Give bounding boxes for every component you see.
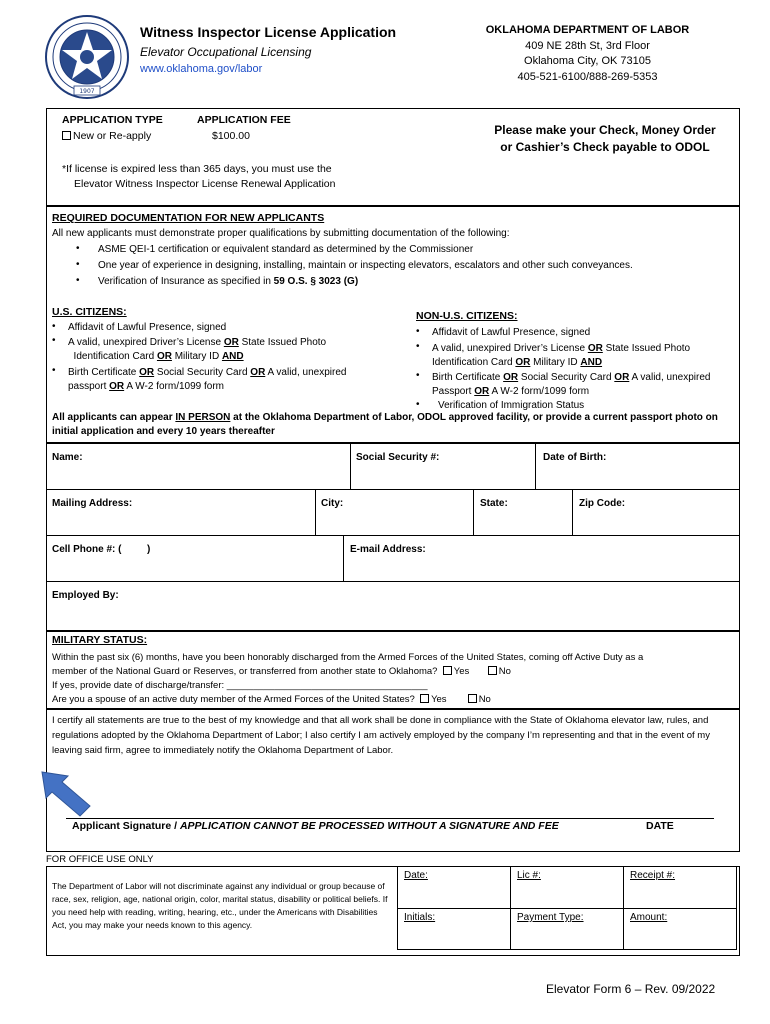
- department-address-line2: Oklahoma City, OK 73105: [524, 55, 651, 67]
- office-payment-type-field[interactable]: Payment Type:: [517, 912, 584, 923]
- us-item: A valid, unexpired Driver’s License OR State Issued Photo Identification Card OR Military ID AND: [68, 337, 327, 362]
- payable-line1: Please make your Check, Money Order: [494, 123, 716, 137]
- military-question-1b: member of the National Guard or Reserves, or transferred from another state to Oklahoma? Yes No: [52, 666, 511, 677]
- form-title: Witness Inspector License Application: [140, 24, 397, 40]
- required-item: ASME QEI-1 certification or equivalent standard as determined by the Commissioner: [98, 244, 474, 255]
- nondiscrimination-notice: The Department of Labor will not discriminate against any individual or group because of race, sex, religion, age, national origin, color, marital status, disability or political beliefs. If you need help with reading, writing, hearing, etc., under the Americans with Disabilities Act, you may make your needs known to this agency.: [52, 881, 388, 930]
- certification-statement: I certify all statements are true to the best of my knowledge and that all work shall be done in compliance with the State of Oklahoma elevator law, rules, and regulations adopted by the Oklahoma Department of Labor; I also certify I am actively employed by the company I’m representing and that in the event of my leaving said firm, agree to immediately notify the Oklahoma Department of Labor.: [52, 715, 710, 756]
- mailing-address-field[interactable]: Mailing Address:: [52, 498, 133, 509]
- form-subtitle: Elevator Occupational Licensing: [140, 45, 312, 59]
- military-question-1a: Within the past six (6) months, have you been honorably discharged from the Armed Forces of the United States, coming off Active Duty as a: [52, 652, 644, 663]
- signature-date-label: DATE: [646, 820, 674, 832]
- application-type-label: APPLICATION TYPE: [62, 114, 163, 126]
- bullet-icon: •: [76, 243, 80, 254]
- bullet-icon: •: [416, 341, 420, 352]
- applicant-info-box: [46, 443, 740, 631]
- renewal-note-line2: Elevator Witness Inspector License Renewal Application: [74, 178, 336, 190]
- cell-phone-paren: ): [147, 544, 151, 555]
- non-us-item: Affidavit of Lawful Presence, signed: [432, 327, 591, 338]
- department-phone: 405-521-6100/888-269-5353: [517, 71, 658, 83]
- spouse-yes-checkbox[interactable]: [420, 694, 429, 703]
- employed-by-field[interactable]: Employed By:: [52, 590, 119, 601]
- military-question-3: Are you a spouse of an active duty member of the Armed Forces of the United States? Yes No: [52, 694, 491, 705]
- non-us-item: Birth Certificate OR Social Security Card OR A valid, unexpired Passport OR A W-2 form/1099 form: [432, 372, 711, 397]
- cell-phone-field[interactable]: Cell Phone #: (: [52, 544, 122, 555]
- agency-website-link[interactable]: www.oklahoma.gov/labor: [140, 63, 263, 75]
- required-docs-heading: REQUIRED DOCUMENTATION FOR NEW APPLICANTS: [52, 212, 325, 224]
- non-us-item: Verification of Immigration Status: [438, 400, 585, 411]
- us-item: Affidavit of Lawful Presence, signed: [68, 322, 227, 333]
- office-initials-field[interactable]: Initials:: [404, 912, 436, 923]
- renewal-note-line1: *If license is expired less than 365 days, you must use the: [62, 163, 332, 175]
- office-lic-field[interactable]: Lic #:: [517, 870, 541, 881]
- spouse-no-checkbox[interactable]: [468, 694, 477, 703]
- bullet-icon: •: [76, 259, 80, 270]
- bullet-icon: •: [52, 321, 56, 332]
- signature-label: Applicant Signature / APPLICATION CANNOT BE PROCESSED WITHOUT A SIGNATURE AND FEE: [72, 820, 559, 832]
- new-or-reapply-checkbox[interactable]: [62, 131, 71, 140]
- bullet-icon: •: [52, 365, 56, 376]
- required-item: Verification of Insurance as specified in 59 O.S. § 3023 (G): [98, 276, 359, 287]
- dob-field[interactable]: Date of Birth:: [543, 452, 607, 463]
- application-fee-label: APPLICATION FEE: [197, 114, 291, 126]
- military-status-heading: MILITARY STATUS:: [52, 634, 148, 646]
- bullet-icon: •: [76, 275, 80, 286]
- zip-code-field[interactable]: Zip Code:: [579, 498, 626, 509]
- office-receipt-field[interactable]: Receipt #:: [630, 870, 676, 881]
- in-person-notice: All applicants can appear IN PERSON at the Oklahoma Department of Labor, ODOL approved facility, or provide a current passport photo on initial application and every 10 years thereafter: [52, 412, 718, 437]
- non-us-citizens-heading: NON-U.S. CITIZENS:: [416, 310, 518, 322]
- office-date-field[interactable]: Date:: [404, 870, 428, 881]
- office-amount-field[interactable]: Amount:: [630, 912, 668, 923]
- office-use-heading: FOR OFFICE USE ONLY: [46, 854, 154, 865]
- discharged-yes-checkbox[interactable]: [443, 666, 452, 675]
- required-item: One year of experience in designing, installing, maintain or inspecting elevators, escalators and other such conveyances.: [98, 260, 633, 271]
- bullet-icon: •: [416, 370, 420, 381]
- name-field[interactable]: Name:: [52, 452, 83, 463]
- sign-here-arrow-icon: [38, 768, 94, 820]
- discharged-no-checkbox[interactable]: [488, 666, 497, 675]
- svg-text:1907: 1907: [79, 88, 95, 95]
- bullet-icon: •: [416, 399, 420, 410]
- bullet-icon: •: [52, 335, 56, 346]
- us-citizens-heading: U.S. CITIZENS:: [52, 306, 127, 318]
- email-field[interactable]: E-mail Address:: [350, 544, 426, 555]
- bullet-icon: •: [416, 326, 420, 337]
- military-question-2[interactable]: If yes, provide date of discharge/transfer: ______________________________________: [52, 680, 428, 691]
- department-name: OKLAHOMA DEPARTMENT OF LABOR: [485, 24, 690, 36]
- department-address-line1: 409 NE 28th St, 3rd Floor: [525, 40, 650, 52]
- ssn-field[interactable]: Social Security #:: [356, 452, 440, 463]
- state-seal-logo: [44, 14, 130, 100]
- state-field[interactable]: State:: [480, 498, 508, 509]
- required-docs-intro: All new applicants must demonstrate proper qualifications by submitting documentation of the following:: [52, 228, 510, 239]
- application-fee-value: $100.00: [212, 130, 250, 142]
- payable-line2: or Cashier’s Check payable to ODOL: [500, 140, 710, 154]
- application-type-option[interactable]: New or Re-apply: [62, 130, 151, 142]
- us-item: Birth Certificate OR Social Security Card OR A valid, unexpired passport OR A W-2 form/1099 form: [68, 367, 347, 392]
- city-field[interactable]: City:: [321, 498, 344, 509]
- non-us-item: A valid, unexpired Driver’s License OR State Issued Photo Identification Card OR Military ID AND: [432, 343, 691, 368]
- form-revision-footer: Elevator Form 6 – Rev. 09/2022: [546, 982, 716, 996]
- signature-line[interactable]: [66, 818, 714, 819]
